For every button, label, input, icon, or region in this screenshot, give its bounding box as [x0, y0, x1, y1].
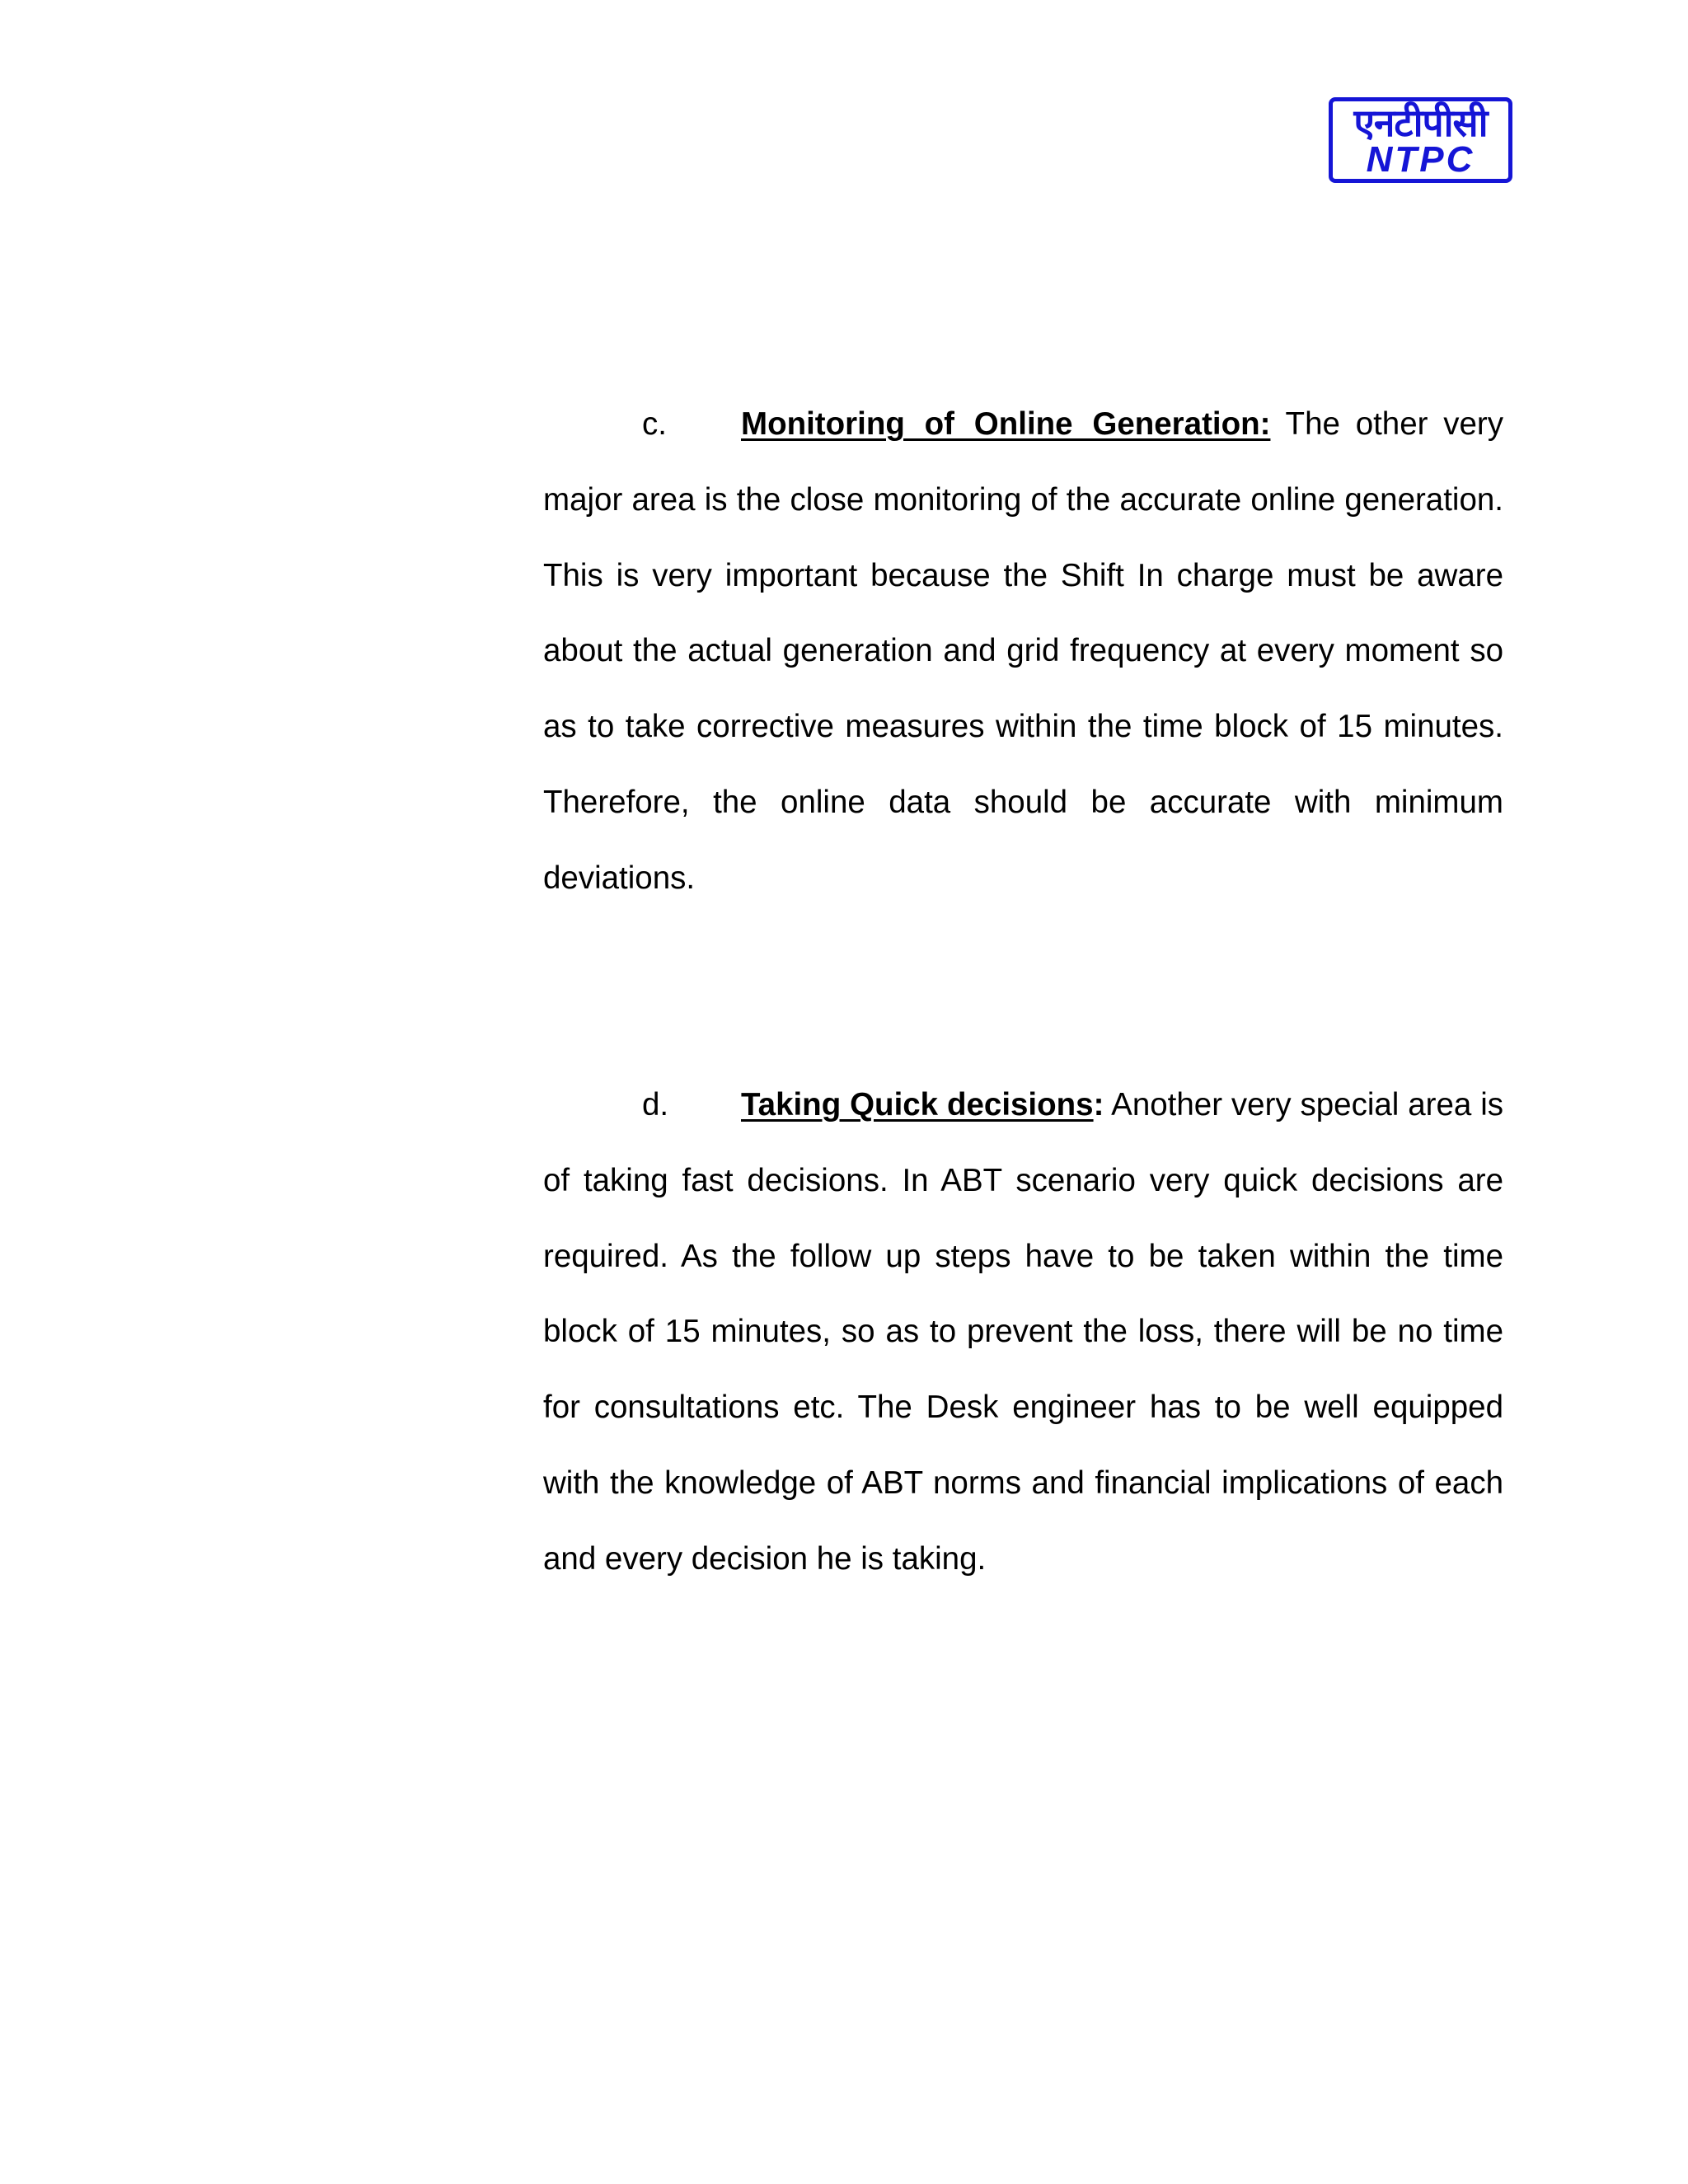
section-d-heading-suffix: :	[1093, 1087, 1104, 1122]
section-c-paragraph	[543, 387, 1503, 916]
section-c-body: The other very major area is the close monitoring of the accurate online generation. This is very important because the Shift In charge must be aware about the actual generation and grid frequency at every moment so as to take corrective measures within the time block of 15 minutes. Therefore, the online data should be accurate with minimum deviations.	[543, 406, 1503, 896]
ntpc-logo	[1329, 97, 1512, 183]
section-c-marker: c.	[642, 406, 667, 442]
section-d-heading: Taking Quick decisions	[741, 1087, 1094, 1122]
section-d-body: Another very special area is of taking fast decisions. In ABT scenario very quick decisions are required. As the follow up steps have to be taken within the time block of 15 minutes, so as to prevent the loss, there will be no time for consultations etc. The Desk engineer has to be well equipped with the knowledge of ABT norms and financial implications of each and every decision he is taking.	[543, 1087, 1503, 1577]
section-c-heading: Monitoring of Online Generation:	[741, 406, 1271, 442]
logo-english-text: NTPC	[1366, 139, 1475, 180]
logo-hindi-text: एनटीपीसी	[1353, 101, 1488, 145]
section-d-marker: d.	[642, 1087, 669, 1122]
section-d-paragraph	[543, 1067, 1503, 1597]
